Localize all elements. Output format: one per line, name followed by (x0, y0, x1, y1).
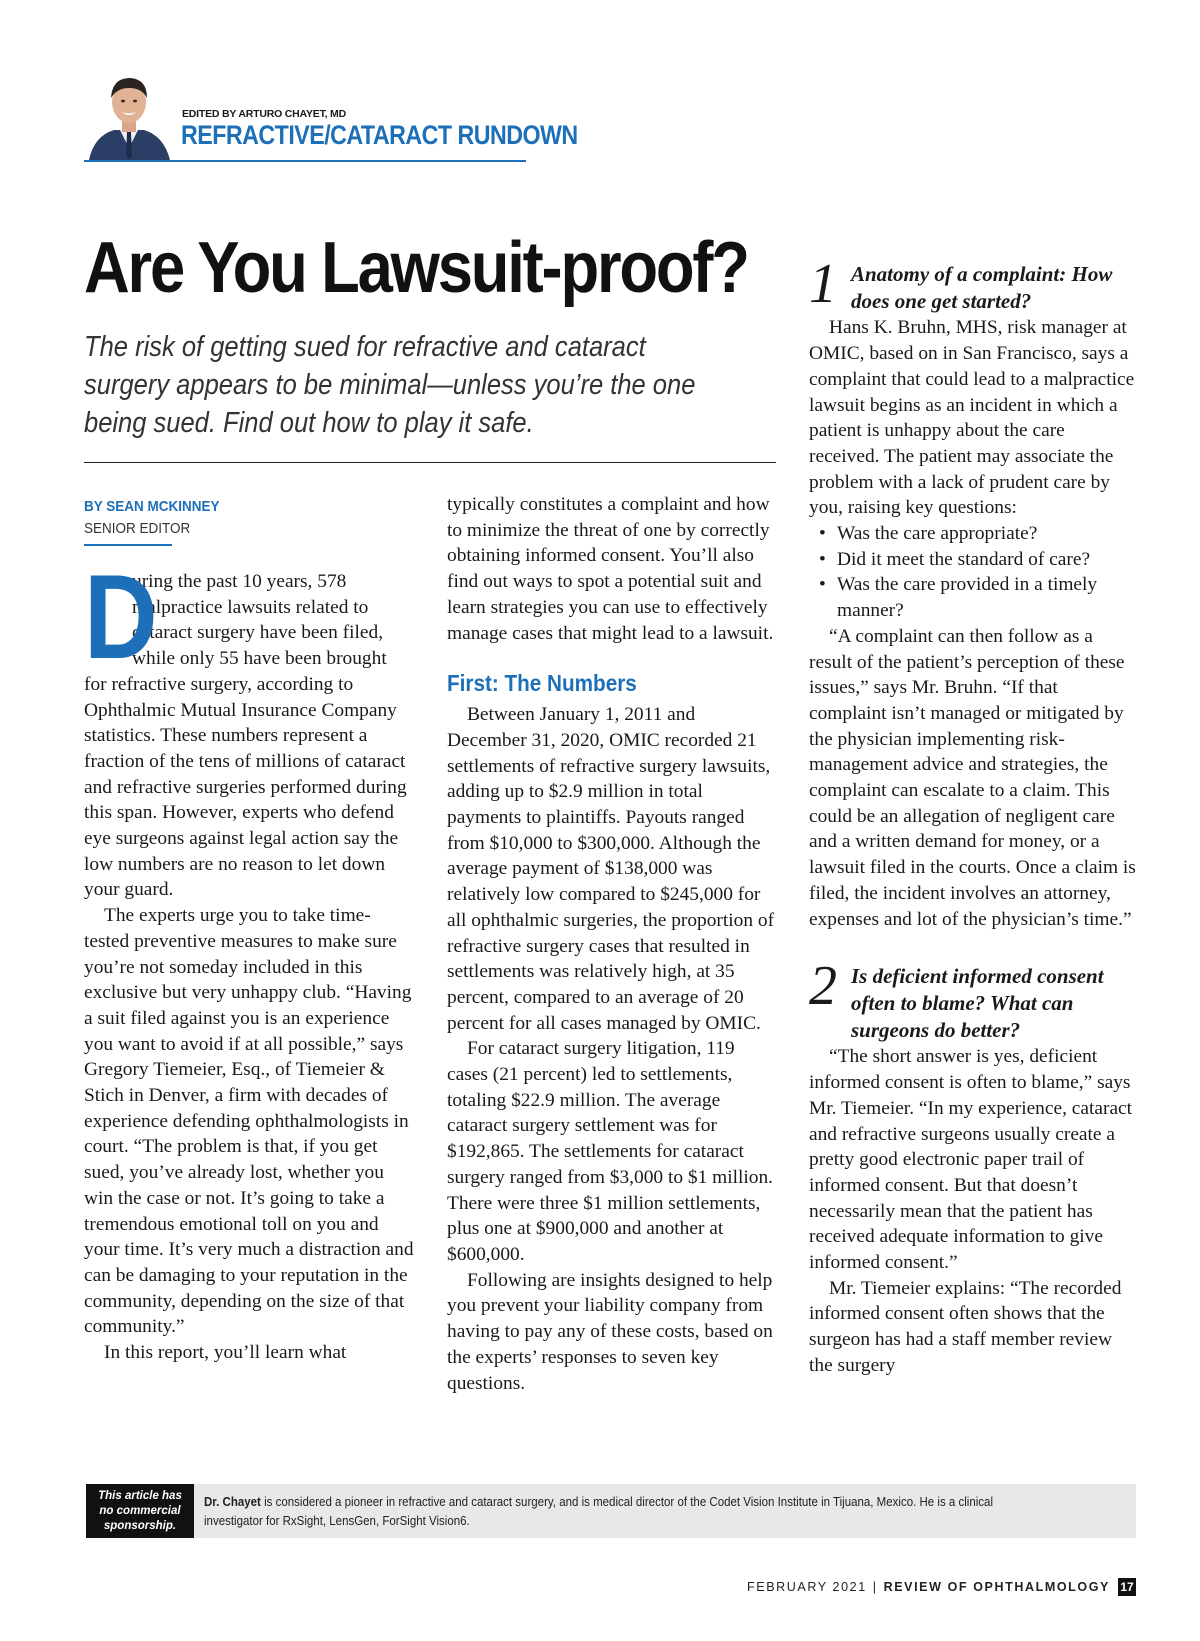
page-folio (747, 1578, 1136, 1596)
question-text: Anatomy of a complaint: How does one get started? (851, 262, 1113, 313)
body-paragraph: Between January 1, 2011 and December 31, 2020, OMIC recorded 21 settlements of refractive surgery lawsuits, adding up to $2.9 million in total payments to plaintiffs. Payouts ranged from $10,000 to $300,000. Although the average payment of $138,000 was relatively low compared to $245,000 for all ophthalmic surgeries, the proportion of refractive surgery cases that resulted in settlements was relatively high, at 35 percent, compared to an average of 20 percent for all cases managed by OMIC. (447, 704, 775, 1034)
bio-name: Dr. Chayet (204, 1495, 261, 1509)
edited-by-credit: EDITED BY ARTURO CHAYET, MD (182, 108, 346, 120)
article-headline: Are You Lawsuit-proof? (84, 228, 748, 308)
bullet-list (809, 521, 1139, 624)
sponsorship-disclaimer: This article has no commercial sponsorship. (86, 1484, 194, 1538)
body-paragraph: Hans K. Bruhn, MHS, risk manager at OMIC, based on in San Francisco, says a complaint that could lead to a malpractice lawsuit begins as an incident in which a patient is unhappy about the care received. The patient may associate the problem with a lack of prudent care by you, raising key questions: (809, 317, 1135, 519)
deck-divider (84, 462, 776, 463)
section-subhead: First: The Numbers (447, 670, 637, 697)
body-paragraph: For cataract surgery litigation, 119 cases (21 percent) led to settlements, totaling $22.9 million. The average cataract surgery settlement was for $192,865. The settlements for cataract surgery ranged from $3,000 to $1 million. There were three $1 million settlements, plus one at $900,000 and another at $600,000. (447, 1038, 774, 1265)
folio-separator: | (872, 1580, 878, 1594)
list-item: • Was the care appropriate? (819, 521, 1139, 547)
byline-author: BY SEAN MCKINNEY (84, 498, 220, 515)
body-paragraph: “The short answer is yes, deficient informed consent is often to blame,” says Mr. Tiemeier. “In my experience, cataract and refractive surgeons usually create a pretty good electronic paper trail of informed consent. But that doesn’t necessarily mean that the patient has received adequate information to give informed consent.” (809, 1046, 1133, 1274)
list-item: • Was the care provided in a timely manner? (819, 572, 1139, 623)
question-2-heading (809, 955, 1139, 1044)
body-paragraph: The experts urge you to take time-tested preventive measures to make sure you’re not someday included in this exclusive but very unhappy club. “Having a suit filed against you is an experience you want to avoid if at all possible,” says Gregory Tiemeier, Esq., of Tiemeier & Stich in Denver, a firm with decades of experience defending ophthalmologists in court. “The problem is that, if you get sued, you’ve already lost, whether you win the case or not. It’s going to take a tremendous emotional toll on you and your time. It’s very much a distraction and can be damaging to your reputation in the community, depending on the size of that community.” (84, 905, 414, 1338)
body-paragraph: Mr. Tiemeier explains: “The recorded informed consent often shows that the surgeon has had a staff member review the surgery (809, 1277, 1122, 1376)
list-item: • Did it meet the standard of care? (819, 547, 1139, 573)
publication-name: REVIEW OF OPHTHALMOLOGY (883, 1580, 1110, 1594)
question-number: 1 (809, 253, 837, 315)
byline-rule (84, 544, 172, 546)
body-paragraph: Following are insights designed to help you prevent your liability company from having to pay any of these costs, based on the experts’ responses to seven key questions. (447, 1269, 773, 1394)
bio-text: is considered a pioneer in refractive and cataract surgery, and is medical director of the Codet Vision Institute in Tijuana, Mexico. He is a clinical investigator for RxSight, LensGen, ForSight Vision6. (204, 1495, 994, 1528)
byline-title: SENIOR EDITOR (84, 520, 191, 537)
body-paragraph: “A complaint can then follow as a result of the patient’s perception of these issues,” says Mr. Bruhn. “If that complaint isn’t managed or mitigated by the physician implementing risk-management advice and strategies, the complaint can escalate to a claim. This could be an allegation of negligent care and a written demand for money, or a lawsuit filed in the courts. Once a claim is filed, the incident involves an attorney, expenses and lot of the physician’s time.” (809, 625, 1136, 930)
editor-portrait (84, 70, 174, 160)
issue-date: FEBRUARY 2021 (747, 1580, 867, 1594)
section-title: REFRACTIVE/CATARACT RUNDOWN (181, 120, 578, 150)
body-paragraph: In this report, you’ll learn what (104, 1342, 347, 1364)
department-header (84, 66, 578, 162)
question-text: Is deficient informed consent often to blame? What can surgeons do better? (851, 964, 1104, 1042)
editor-bio (204, 1493, 1014, 1531)
question-number: 2 (809, 955, 837, 1018)
header-rule (84, 160, 526, 162)
article-column-2 (447, 492, 777, 1396)
body-paragraph: uring the past 10 years, 578 malpractice lawsuits related to cataract surgery have been filed, while only 55 have been brought for refractive surgery, according to Ophthalmic Mutual Insurance Company statistics. These numbers represent a fraction of the tens of millions of cataract and refractive surgeries performed during this span. However, experts who defend eye surgeons against legal action say the low numbers are no reason to let down your guard. (84, 571, 407, 901)
article-column-1 (84, 550, 414, 1366)
editor-bio-box (86, 1484, 1136, 1538)
question-1-heading (809, 253, 1139, 315)
article-deck: The risk of getting sued for refractive and cataract surgery appears to be minimal—unless you’re the one being sued. Find out how to play it safe. (84, 331, 696, 439)
article-column-3 (809, 253, 1139, 1379)
drop-cap: D (84, 550, 158, 684)
body-paragraph: typically constitutes a complaint and how to minimize the threat of one by correctly obtaining informed consent. You’ll also find out ways to spot a potential suit and learn strategies you can use to effectively manage cases that might lead to a lawsuit. (447, 494, 774, 644)
page-number: 17 (1118, 1578, 1136, 1596)
